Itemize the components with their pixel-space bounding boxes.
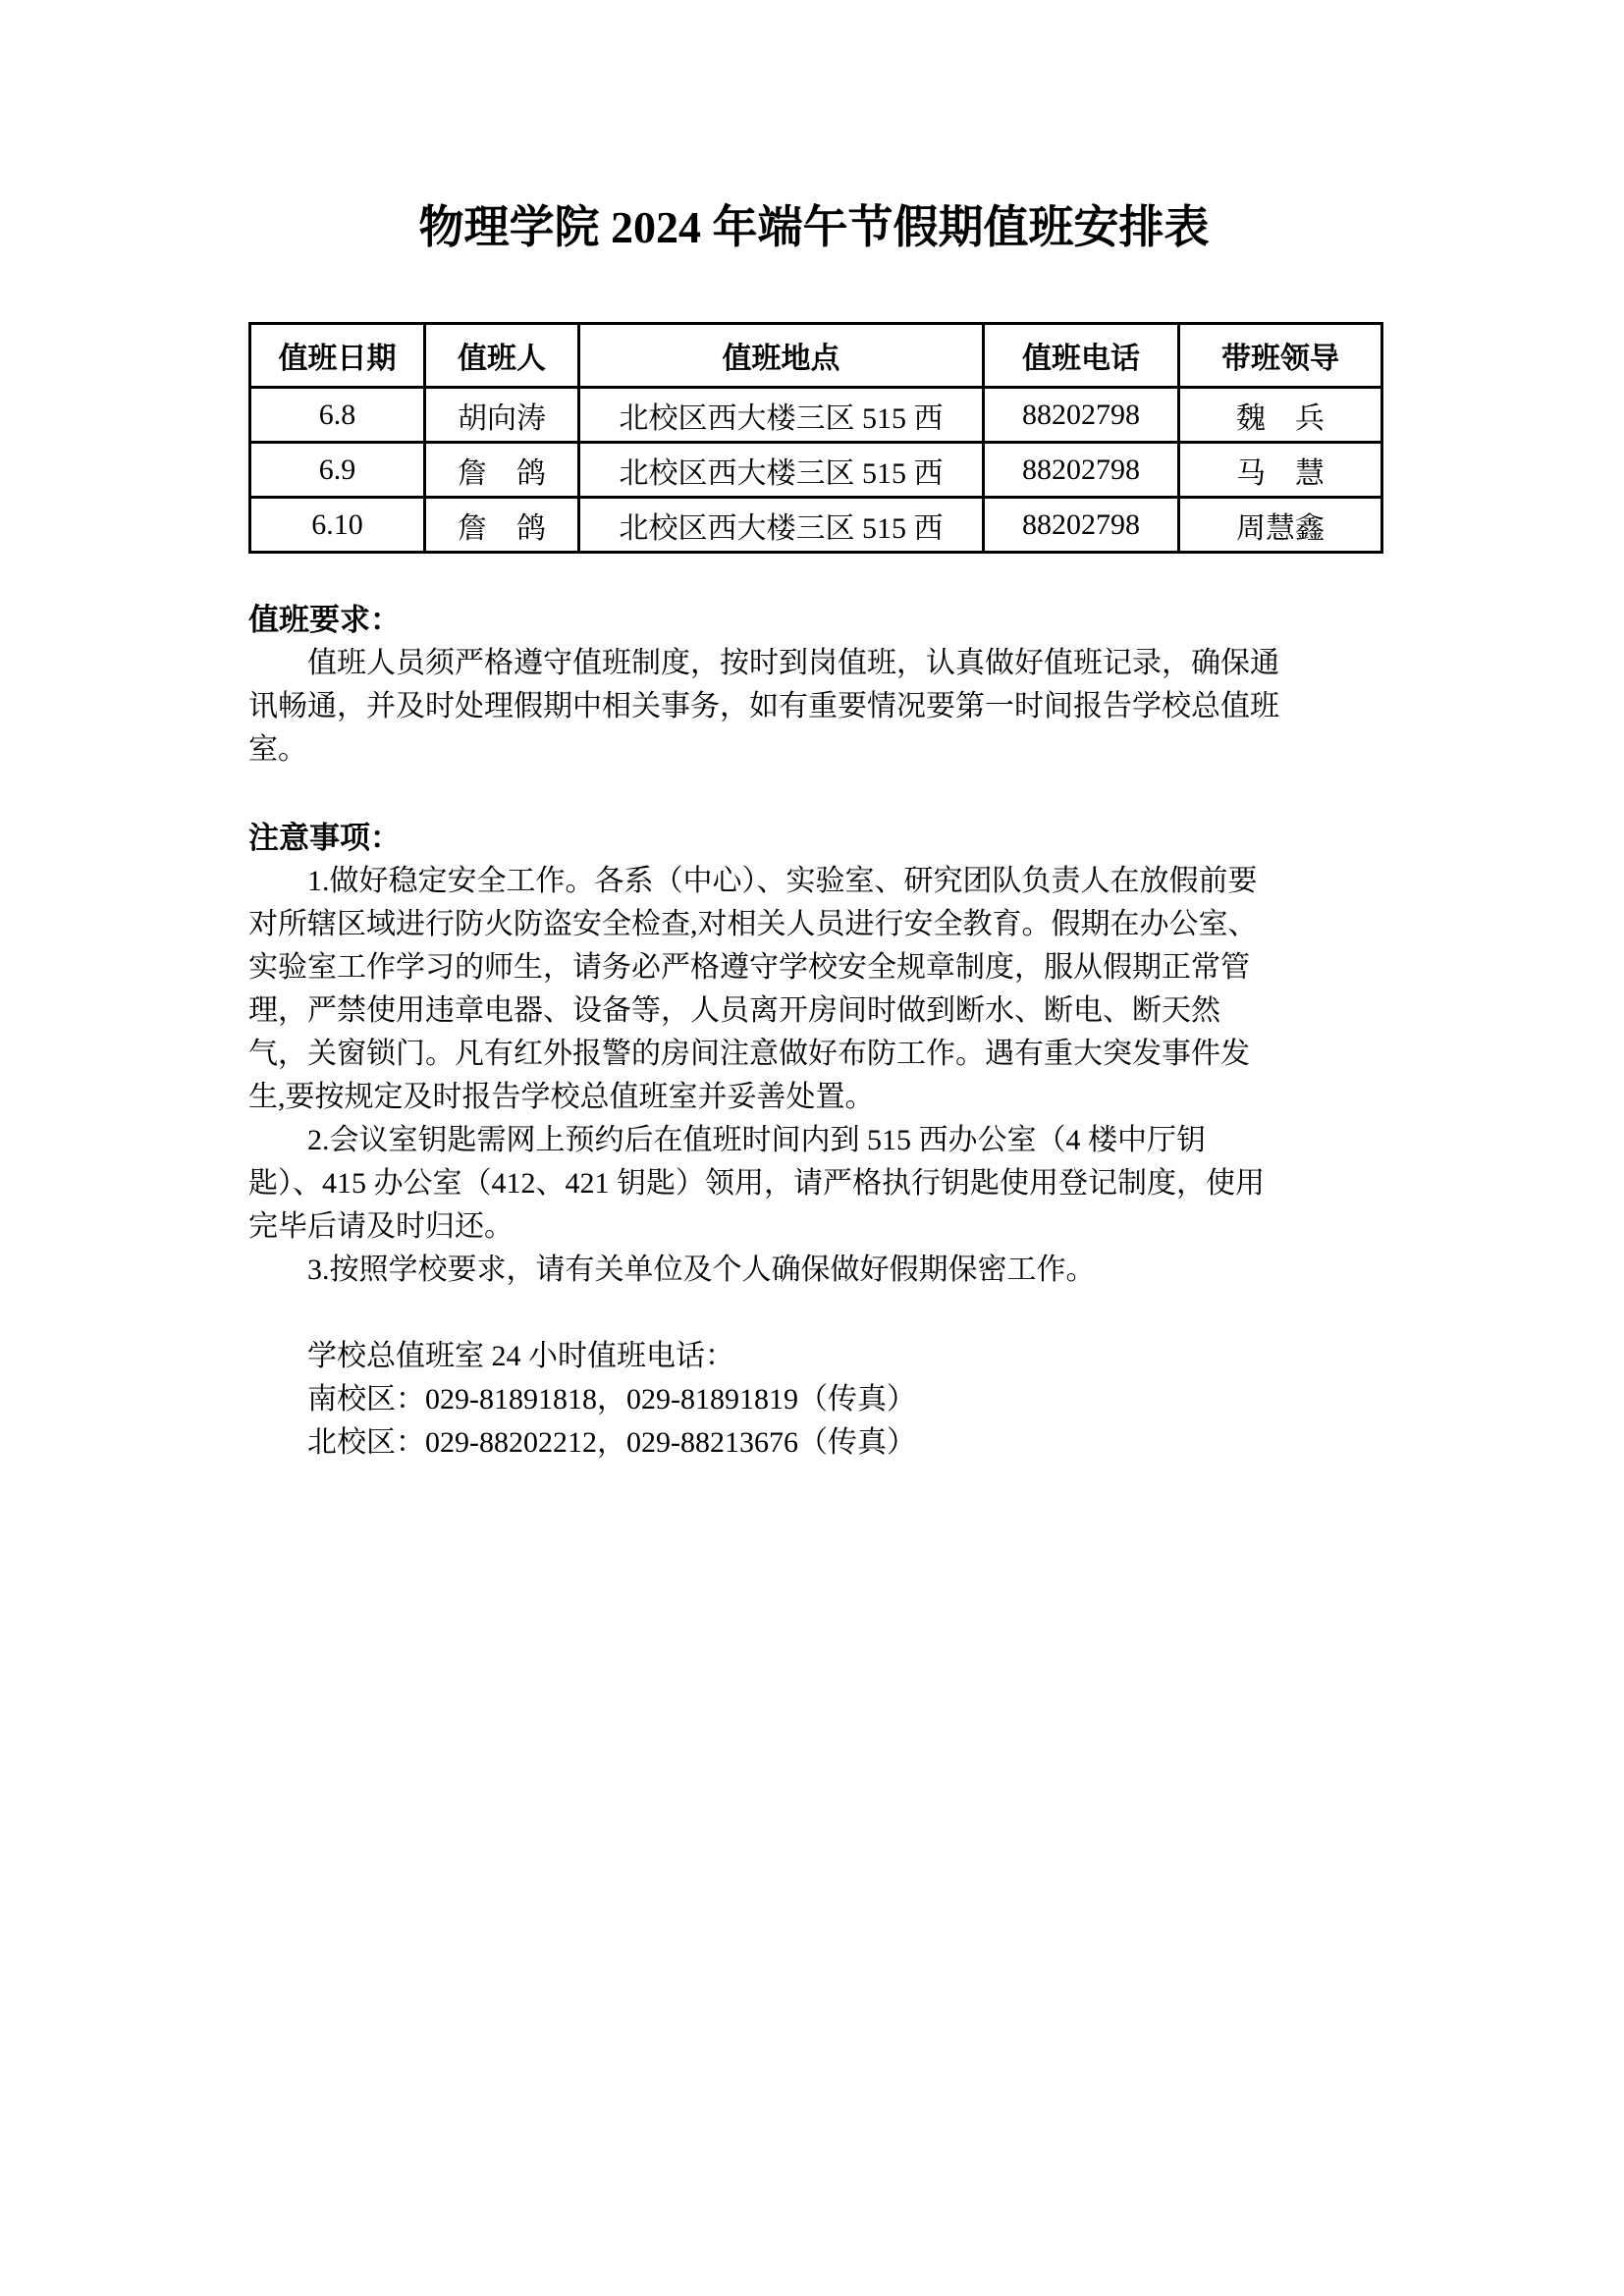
table-cell: 詹 鸽 — [425, 498, 579, 553]
paragraph-line: 1.做好稳定安全工作。各系（中心）、实验室、研究团队负责人在放假前要 — [248, 865, 1258, 897]
paragraph-line: 值班人员须严格遵守值班制度，按时到岗值班，认真做好值班记录，确保通 — [248, 647, 1279, 679]
table-header-cell: 值班电话 — [984, 324, 1179, 388]
paragraph-line: 3.按照学校要求，请有关单位及个人确保做好假期保密工作。 — [248, 1254, 1096, 1286]
table-cell: 北校区西大楼三区 515 西 — [579, 388, 984, 443]
paragraph-line: 实验室工作学习的师生，请务必严格遵守学校安全规章制度，服从假期正常管 — [248, 951, 1250, 984]
hotline-section — [248, 1335, 1380, 1465]
paragraph-line: 对所辖区域进行防火防盗安全检查,对相关人员进行安全教育。假期在办公室、 — [248, 908, 1258, 940]
table-cell: 88202798 — [984, 443, 1179, 498]
page-title: 物理学院 2024 年端午节假期值班安排表 — [418, 202, 1210, 252]
table-cell: 88202798 — [984, 498, 1179, 553]
table-cell: 周慧鑫 — [1179, 498, 1382, 553]
table-cell: 胡向涛 — [425, 388, 579, 443]
table-row — [250, 443, 1382, 498]
table-row — [250, 498, 1382, 553]
table-cell: 马 慧 — [1179, 443, 1382, 498]
table-cell: 北校区西大楼三区 515 西 — [579, 498, 984, 553]
paragraph-line: 2.会议室钥匙需网上预约后在值班时间内到 515 西办公室（4 楼中厅钥 — [248, 1124, 1206, 1156]
table-header-cell: 值班地点 — [579, 324, 984, 388]
paragraph-line: 生,要按规定及时报告学校总值班室并妥善处置。 — [248, 1081, 875, 1113]
section-heading: 值班要求： — [248, 603, 401, 637]
section-heading: 注意事项： — [248, 821, 401, 855]
paragraph-line: 匙）、415 办公室（412、421 钥匙）领用，请严格执行钥匙使用登记制度，使用 — [248, 1167, 1265, 1200]
duty-requirements-section — [248, 599, 1380, 772]
paragraph-line: 学校总值班室 24 小时值班电话： — [248, 1340, 734, 1372]
duty-schedule-table — [248, 322, 1383, 554]
notes-section — [248, 817, 1380, 1292]
table-cell: 6.9 — [250, 443, 425, 498]
table-header-cell: 值班人 — [425, 324, 579, 388]
table-header-cell: 值班日期 — [250, 324, 425, 388]
paragraph-line: 讯畅通，并及时处理假期中相关事务，如有重要情况要第一时间报告学校总值班 — [248, 690, 1279, 722]
table-header-row — [250, 324, 1382, 388]
document-content — [248, 0, 1380, 1465]
body-text — [248, 599, 1380, 1465]
paragraph-line: 气，关窗锁门。凡有红外报警的房间注意做好布防工作。遇有重大突发事件发 — [248, 1038, 1250, 1070]
paragraph-line: 室。 — [248, 733, 307, 766]
paragraph-line: 北校区：029-88202212，029-88213676（传真） — [248, 1426, 916, 1459]
paragraph-line: 理，严禁使用违章电器、设备等，人员离开房间时做到断水、断电、断天然 — [248, 994, 1220, 1027]
table-header-cell: 带班领导 — [1179, 324, 1382, 388]
paragraph-line: 完毕后请及时归还。 — [248, 1210, 514, 1243]
table-cell: 88202798 — [984, 388, 1179, 443]
table-cell: 6.8 — [250, 388, 425, 443]
paragraph-line: 南校区：029-81891818，029-81891819（传真） — [248, 1383, 916, 1415]
table-cell: 6.10 — [250, 498, 425, 553]
table-cell: 詹 鸽 — [425, 443, 579, 498]
table-cell: 魏 兵 — [1179, 388, 1382, 443]
table-cell: 北校区西大楼三区 515 西 — [579, 443, 984, 498]
table-row — [250, 388, 1382, 443]
